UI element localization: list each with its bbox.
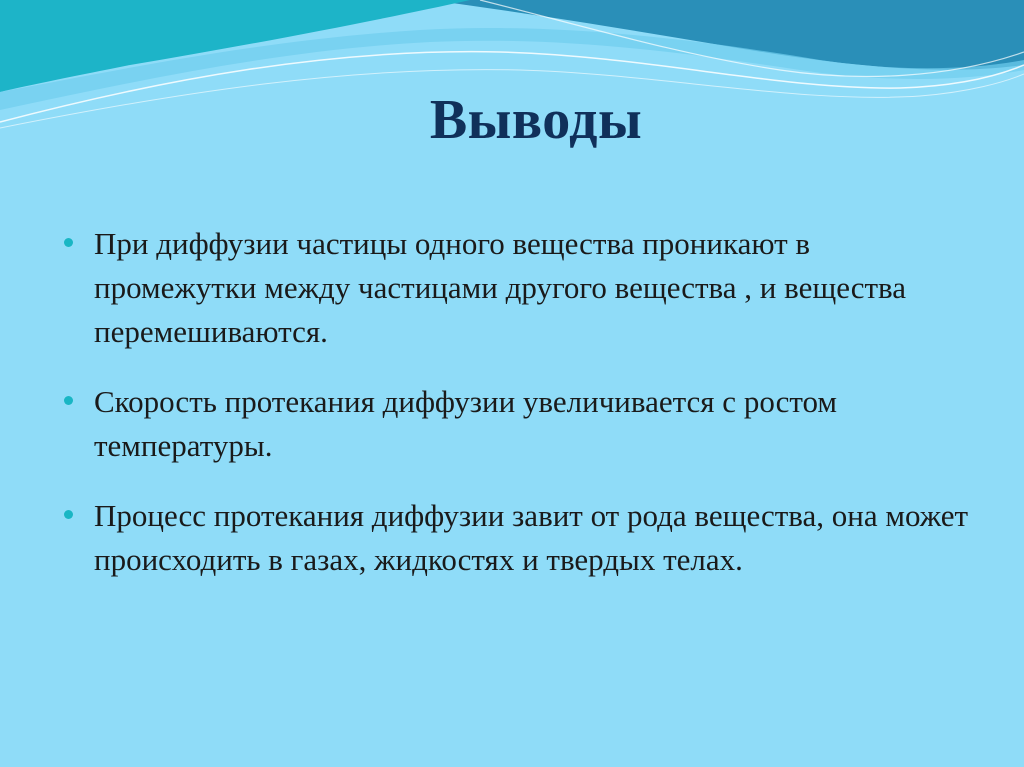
bullet-list: [58, 222, 978, 608]
bullet-text: Скорость протекания диффузии увеличивается с ростом температуры.: [94, 384, 838, 463]
slide-title: Выводы: [429, 89, 643, 151]
bullet-dot-icon: [64, 238, 73, 247]
bullet-dot-icon: [64, 510, 73, 519]
wave-teal-band: [0, 0, 470, 92]
bullet-dot-icon: [64, 396, 73, 405]
bullet-item: [58, 222, 978, 354]
bullet-item: [58, 494, 978, 582]
bullet-text: При диффузии частицы одного вещества проникают в промежутки между частицами другого вещества , и вещества перемешиваются.: [94, 226, 907, 349]
bullet-text: Процесс протекания диффузии завит от рода вещества, она может происходить в газах, жидкостях и твердых телах.: [94, 498, 969, 577]
bullet-item: [58, 380, 978, 468]
